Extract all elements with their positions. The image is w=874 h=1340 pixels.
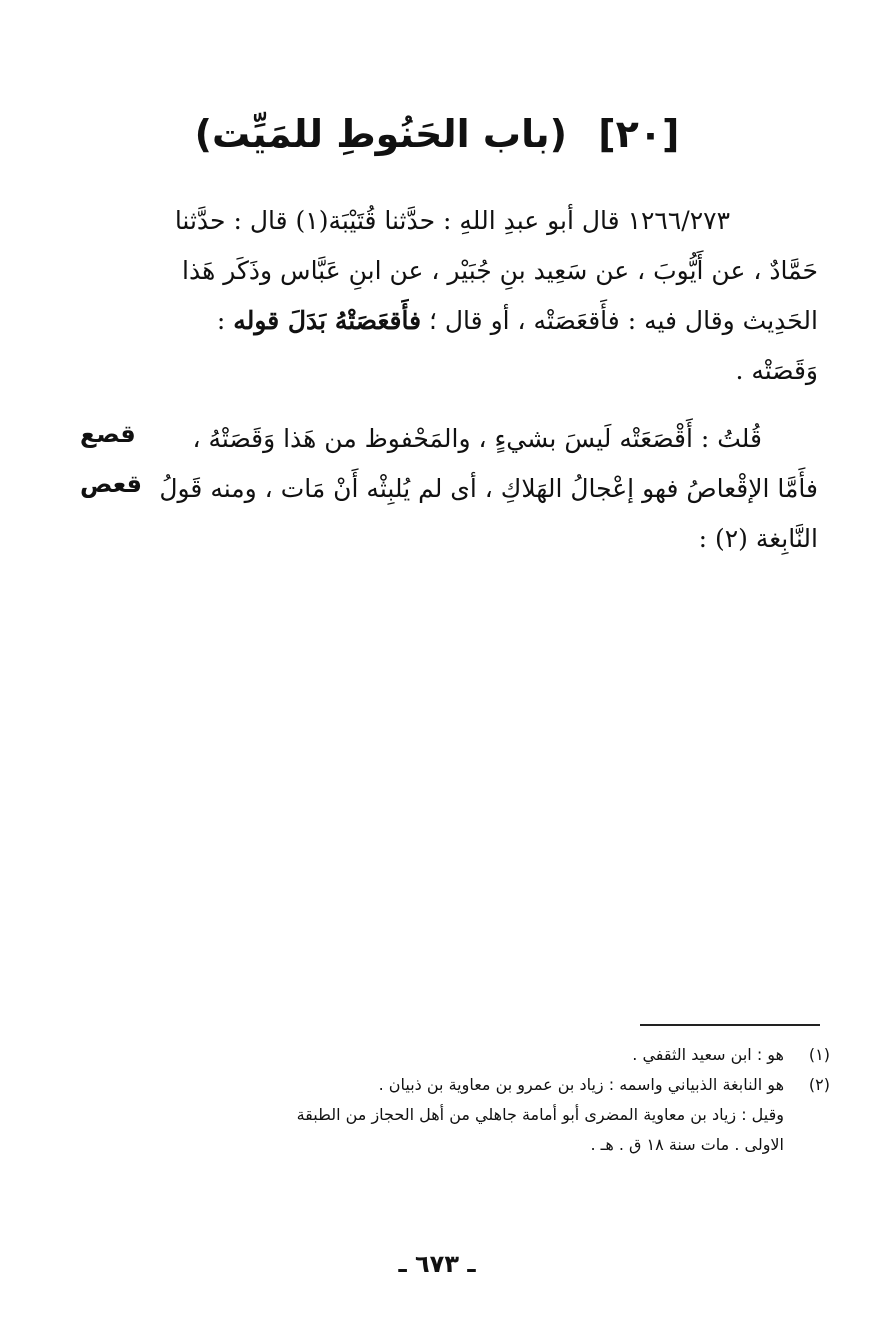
hadith-line: حَمَّادٌ ، عن أَيُّوبَ ، عن سَعِيد بنِ جُبَيْر ، عن ابنِ عَبَّاس وذَكَر هَذا <box>182 256 818 285</box>
chapter-number: [٢٠] <box>598 112 680 156</box>
hadith-text <box>150 196 818 396</box>
footnote-line: الاولى . مات سنة ١٨ ق . هـ . <box>590 1135 784 1154</box>
footnote <box>140 1040 830 1070</box>
commentary-text <box>150 414 818 564</box>
margin-keyword: قصع <box>80 420 136 448</box>
footnote-divider <box>640 1024 820 1026</box>
footnote-mark: (٢) <box>808 1075 830 1094</box>
footnote-line: هو النابغة الذبياني واسمه : زياد بن عمرو بن معاوية بن ذبيان . <box>378 1075 784 1094</box>
hadith-line-part: : <box>216 306 234 335</box>
footnote-mark: (١) <box>808 1045 830 1064</box>
hadith-line <box>150 296 818 346</box>
chapter-heading: (باب الحَنُوطِ للمَيِّت) <box>194 112 568 156</box>
footnote-line: وقيل : زياد بن معاوية المضرى أبو أمامة جاهلي من أهل الحجاز من الطبقة <box>296 1105 784 1124</box>
hadith-line-part: الحَدِيث وقال فيه : فأَقعَصَتْه ، أو قال ؛ <box>421 306 818 335</box>
footnotes <box>140 1040 830 1160</box>
chapter-title <box>0 112 874 156</box>
footnote <box>140 1070 830 1160</box>
margin-keyword: قعص <box>80 470 143 498</box>
hadith-line: ١٢٦٦/٢٧٣ قال أبو عبدِ اللهِ : حدَّثنا قُتَيْبَة(١) قال : حدَّثنا <box>174 206 730 235</box>
commentary-line: قُلتُ : أَقْصَعَتْه لَيسَ بشيءٍ ، والمَحْفوظ من هَذا وَقَصَتْهُ ، <box>192 424 762 453</box>
commentary-line: النَّابِغة (٢) : <box>698 524 818 553</box>
commentary-line: فأَمَّا الإقْعاصُ فهو إعْجالُ الهَلاكِ ، أى لم يُلبِثْه أَنْ مَات ، ومنه قَولُ <box>159 474 818 503</box>
hadith-line: وَقَصَتْه . <box>735 356 818 385</box>
hadith-bold-phrase: فأَقعَصَتْهُ بَدَلَ قوله <box>233 306 422 335</box>
page-number: ـ ٦٧٣ ـ <box>398 1250 476 1278</box>
footnote-line: هو : ابن سعيد الثقفي . <box>632 1045 784 1064</box>
